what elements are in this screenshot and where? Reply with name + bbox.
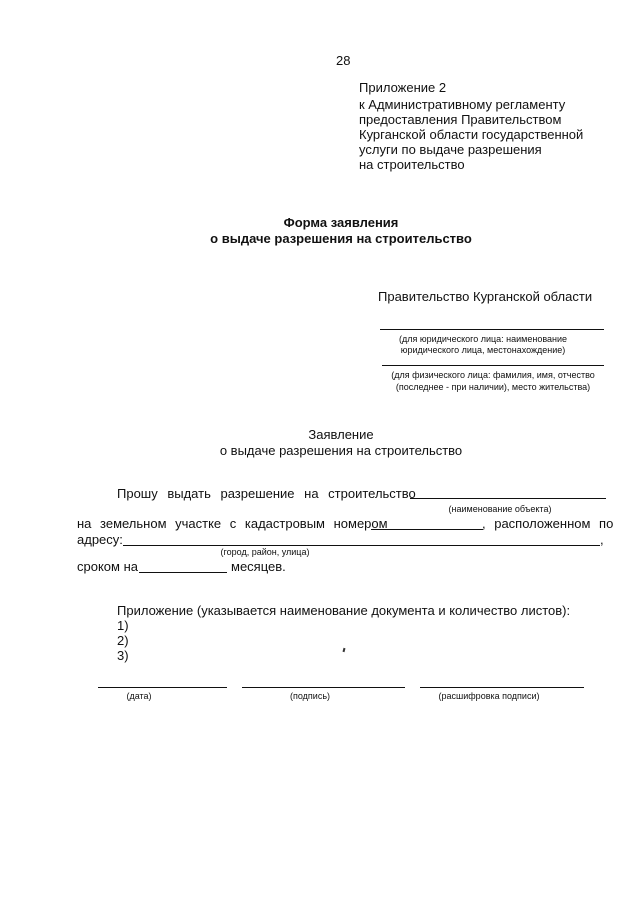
decoding-label: (расшифровка подписи) [438, 691, 540, 701]
appendix-title: Приложение 2 [359, 80, 447, 95]
located-text: , расположенном по [482, 516, 614, 531]
legal-entity-line [380, 329, 604, 330]
attachment-item: 3) [117, 648, 129, 663]
attachment-item: 1) [117, 618, 129, 633]
appendix-line: на строительство [359, 157, 465, 172]
statement-heading: Заявление [308, 427, 374, 442]
legal-entity-hint: (для юридического лица: наименование [398, 334, 568, 344]
addressee-name: Правительство Курганской области [378, 289, 593, 304]
term-suffix: месяцев. [231, 559, 286, 574]
page-number: 28 [336, 53, 351, 68]
appendix-line: к Административному регламенту [359, 97, 566, 112]
address-hint: (город, район, улица) [220, 547, 310, 557]
individual-hint: (последнее - при наличии), место жительства) [395, 382, 591, 392]
decoding-line [420, 687, 584, 688]
appendix-line: Курганской области государственной [359, 127, 584, 142]
statement-subtitle: о выдаче разрешения на строительство [219, 443, 463, 458]
term-line [139, 572, 227, 573]
form-heading-subtitle: о выдаче разрешения на строительство [210, 231, 472, 246]
appendix-line: услуги по выдаче разрешения [359, 142, 542, 157]
signature-line [242, 687, 405, 688]
legal-entity-hint: юридического лица, местонахождение) [400, 345, 566, 355]
appendix-line: предоставления Правительством [359, 112, 562, 127]
signature-label: (подпись) [289, 691, 331, 701]
address-line [123, 545, 600, 546]
term-prefix: сроком на [77, 559, 138, 574]
attachment-item: 2) [117, 633, 129, 648]
request-text: Прошу выдать разрешение на строительство [117, 486, 416, 501]
plot-text: на земельном участке с кадастровым номером [77, 516, 388, 531]
date-line [98, 687, 227, 688]
date-label: (дата) [126, 691, 152, 701]
object-name-line [410, 498, 606, 499]
cadastral-number-line [371, 529, 483, 530]
attachments-title: Приложение (указывается наименование документа и количество листов): [117, 603, 571, 618]
address-label: адресу: [77, 532, 123, 547]
object-hint: (наименование объекта) [448, 504, 552, 514]
individual-line [382, 365, 604, 366]
form-heading: Форма заявления [283, 215, 399, 230]
address-end: , [600, 532, 604, 547]
individual-hint: (для физического лица: фамилия, имя, отчество [391, 370, 595, 380]
scan-speck [343, 648, 346, 652]
